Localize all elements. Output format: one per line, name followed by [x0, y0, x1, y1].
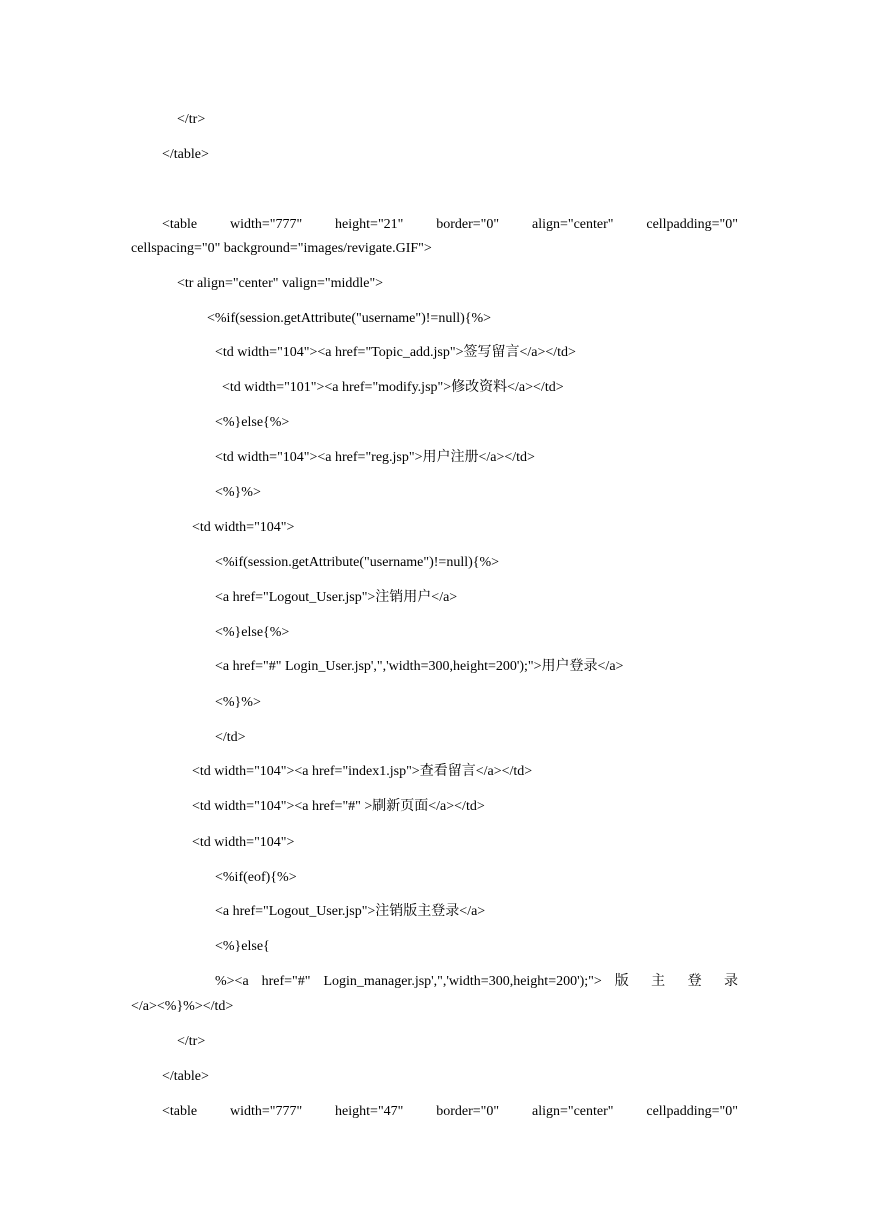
code-line: <td width="104"><a href="index1.jsp">查看留言</a></td>	[192, 764, 533, 779]
code-line: </td>	[215, 730, 246, 745]
code-line: </tr>	[177, 112, 206, 127]
code-line: <a href="#" Login_User.jsp',",'width=300,height=200');">用户登录</a>	[215, 659, 624, 674]
code-line: <td width="104"><a href="Topic_add.jsp">签写留言</a></td>	[215, 345, 576, 360]
code-line: <%if(eof){%>	[215, 870, 297, 885]
code-line: </tr>	[177, 1034, 206, 1049]
code-line: <%}else{%>	[215, 625, 290, 640]
code-line: <%}else{	[215, 939, 270, 954]
code-line: <a href="Logout_User.jsp">注销版主登录</a>	[215, 904, 486, 919]
code-line: cellspacing="0" background="images/revigate.GIF">	[131, 241, 432, 256]
code-line: <td width="104">	[192, 520, 295, 535]
code-line: <td width="104">	[192, 835, 295, 850]
code-line: <tr align="center" valign="middle">	[177, 276, 384, 291]
code-line: <%if(session.getAttribute("username")!=null){%>	[215, 555, 500, 570]
code-line: <td width="101"><a href="modify.jsp">修改资料</a></td>	[222, 380, 564, 395]
code-line: <%}else{%>	[215, 415, 290, 430]
code-line: <%if(session.getAttribute("username")!=null){%>	[207, 311, 492, 326]
code-line: <%}%>	[215, 485, 261, 500]
code-line: <table width="777" height="47" border="0" align="center" cellpadding="0"	[162, 1104, 738, 1119]
code-line: </table>	[162, 1069, 209, 1084]
code-line: </a><%}%></td>	[131, 999, 234, 1014]
code-line: <%}%>	[215, 695, 261, 710]
code-line: <a href="Logout_User.jsp">注销用户</a>	[215, 590, 458, 605]
code-line: <td width="104"><a href="#" >刷新页面</a></td>	[192, 799, 485, 814]
code-line: <table width="777" height="21" border="0" align="center" cellpadding="0"	[162, 217, 738, 232]
code-line: %><a href="#" Login_manager.jsp',",'width=300,height=200');"> 版 主 登 录	[215, 974, 738, 989]
code-line: </table>	[162, 147, 209, 162]
code-line: <td width="104"><a href="reg.jsp">用户注册</a></td>	[215, 450, 535, 465]
